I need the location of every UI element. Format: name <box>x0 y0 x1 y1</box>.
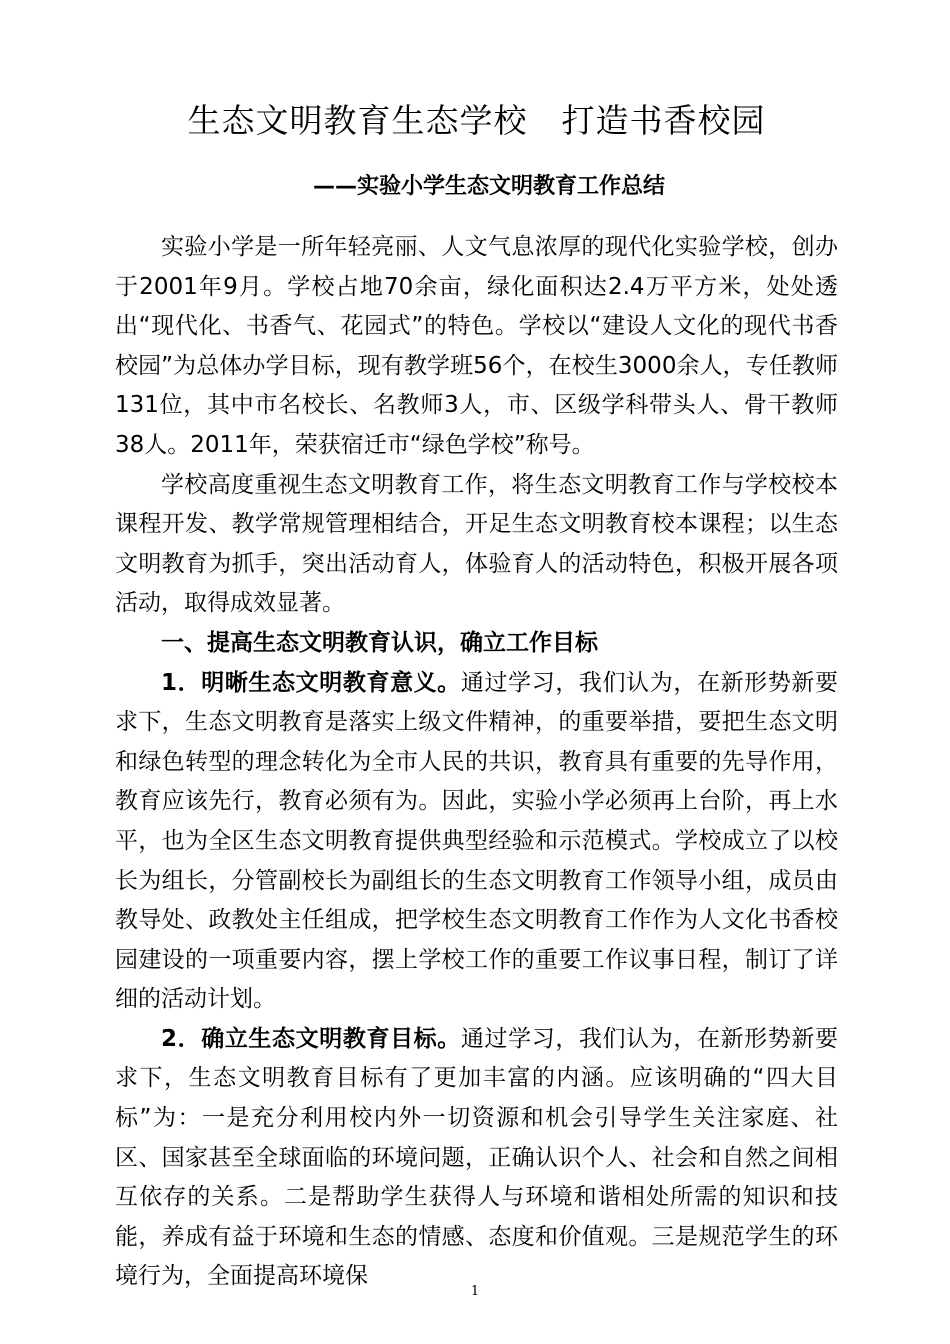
paragraph-intro: 实验小学是一所年轻亮丽、人文气息浓厚的现代化实验学校，创办于2001年9月。学校占地70余亩，绿化面积达2.4万平方米，处处透出“现代化、书香气、花园式”的特色。学校以“建设人文化的现代书香校园”为总体办学目标，现有教学班56个，在校生3000余人，专任教师131位，其中市名校长、名教师3人，市、区级学科带头人、骨干教师38人。2011年，荣获宿迁市“绿色学校”称号。 <box>115 234 838 458</box>
section-heading-1: 一、提高生态文明教育认识，确立工作目标 <box>161 629 598 656</box>
paragraph-significance-text: 通过学习，我们认为，在新形势新要求下，生态文明教育是落实上级文件精神，的重要举措，要把生态文明和绿色转型的理念转化为全市人民的共识，教育具有重要的先导作用，教育应该先行，教育必须有为。因此，实验小学必须再上台阶，再上水平，也为全区生态文明教育提供典型经验和示范模式。学校成立了以校长为组长，分管副校长为副组长的生态文明教育工作领导小组，成员由教导处、政教处主任组成，把学校生态文明教育工作作为人文化书香校园建设的一项重要内容，摆上学校工作的重要工作议事日程，制订了详细的活动计划。 <box>115 669 838 1013</box>
paragraph-goals-lead: 2．确立生态文明教育目标。 <box>161 1025 461 1052</box>
paragraph-significance <box>115 664 838 1020</box>
document-subtitle: ——实验小学生态文明教育工作总结 <box>312 174 665 199</box>
paragraph-significance-lead: 1．明晰生态文明教育意义。 <box>161 669 461 696</box>
paragraph-goals <box>115 1020 838 1297</box>
paragraph-overview: 学校高度重视生态文明教育工作，将生态文明教育工作与学校校本课程开发、教学常规管理相结合，开足生态文明教育校本课程；以生态文明教育为抓手，突出活动育人，体验育人的活动特色，积极开展各项活动，取得成效显著。 <box>115 471 838 617</box>
document-title: 生态文明教育生态学校 打造书香校园 <box>187 101 766 140</box>
page-number: 1 <box>470 1284 480 1299</box>
document-body <box>115 228 838 1297</box>
paragraph-goals-text: 通过学习，我们认为，在新形势新要求下，生态文明教育目标有了更加丰富的内涵。应该明确的“四大目标”为：一是充分利用校内外一切资源和机会引导学生关注家庭、社区、国家甚至全球面临的环境问题，正确认识个人、社会和自然之间相互依存的关系。二是帮助学生获得人与环境和谐相处所需的知识和技能，养成有益于环境和生态的情感、态度和价值观。三是规范学生的环境行为，全面提高环境保 <box>115 1025 838 1290</box>
